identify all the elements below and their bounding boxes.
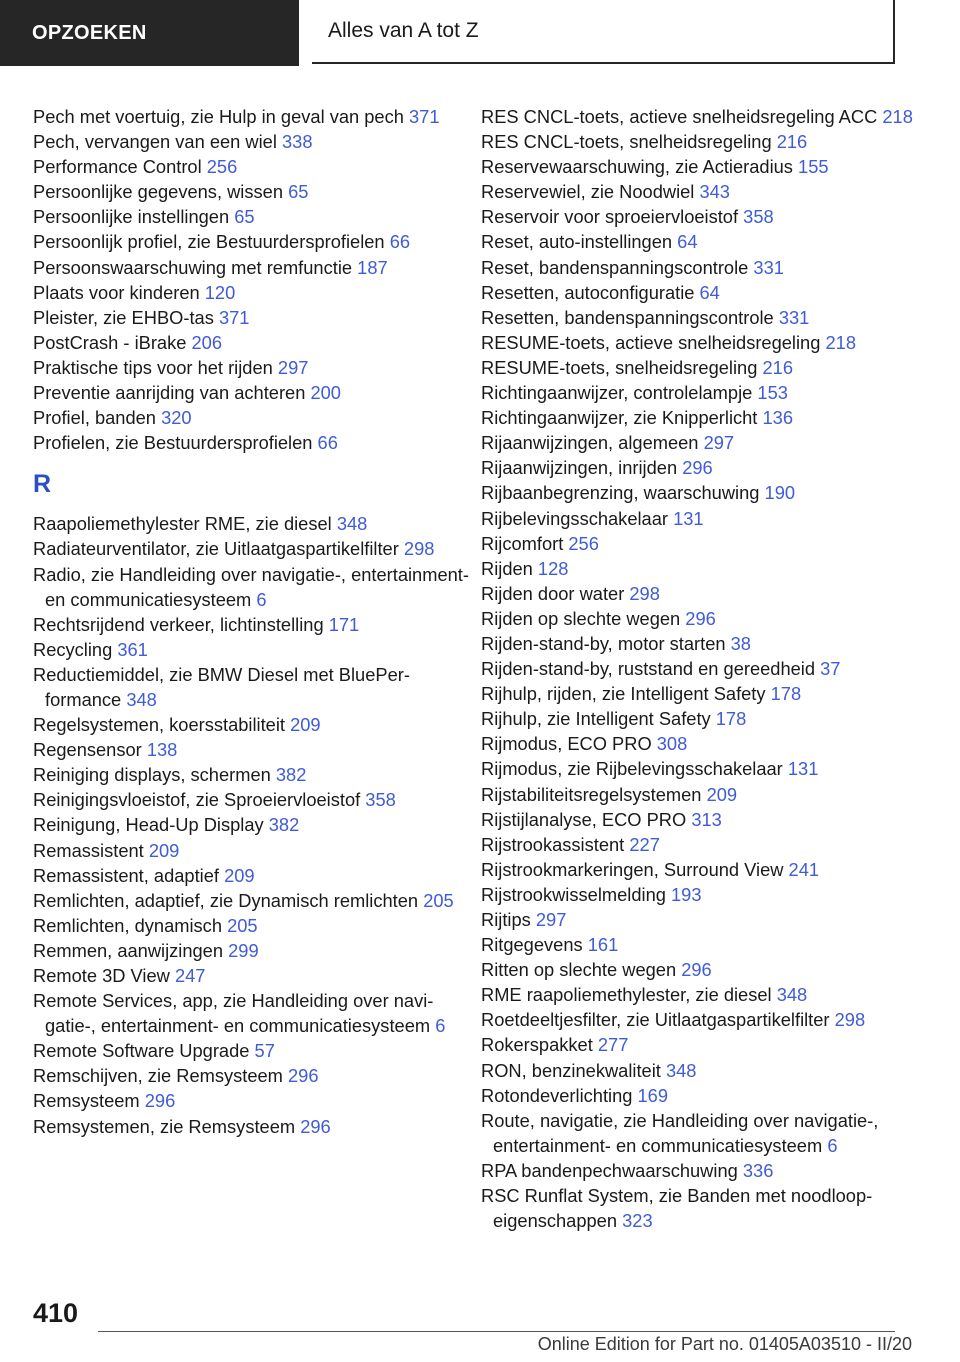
- entry-text: Rotondeverlichting: [481, 1084, 633, 1106]
- index-entry: [33, 662, 473, 712]
- entry-text: RSC Runflat System, zie Banden met noodloopeigenschappen: [481, 1185, 873, 1232]
- page-link[interactable]: 296: [681, 959, 712, 981]
- entry-text: Reductiemiddel, zie BMW Diesel met BluePerformance: [33, 663, 410, 710]
- page-link[interactable]: 277: [597, 1034, 629, 1056]
- index-entry: [33, 330, 473, 355]
- page-link[interactable]: 206: [191, 331, 223, 353]
- entry-text: Reinigingsvloeistof, zie Sproeiervloeistof: [33, 789, 361, 811]
- page-link[interactable]: 323: [622, 1210, 653, 1232]
- section-title: Alles van A tot Z: [312, 0, 895, 64]
- index-entry: [481, 280, 921, 305]
- entry-text: Pech met voertuig, zie Hulp in geval van pech: [33, 106, 404, 127]
- index-entry: [481, 330, 921, 355]
- page-link[interactable]: 371: [218, 306, 250, 328]
- index-entry: [33, 229, 473, 254]
- page-link[interactable]: 205: [423, 889, 454, 911]
- index-column-right: [481, 104, 921, 1233]
- page-link[interactable]: 336: [742, 1159, 774, 1181]
- entry-text: Rijden op slechte wegen: [481, 607, 681, 629]
- page-link[interactable]: 138: [146, 739, 178, 761]
- entry-text: Rijden door water: [481, 582, 625, 604]
- entry-text: RESUME-toets, actieve snelheidsregeling: [481, 331, 821, 353]
- entry-text: Ritten op slechte wegen: [481, 959, 677, 981]
- index-list-r: [33, 511, 473, 1138]
- page-link[interactable]: 296: [682, 457, 713, 479]
- index-entry: [33, 355, 473, 380]
- entry-text: Remlichten, adaptief, zie Dynamisch remlichten: [33, 889, 419, 911]
- index-entry: [33, 863, 473, 888]
- page-link[interactable]: 361: [117, 638, 148, 660]
- index-list-r-continued: [481, 104, 921, 1233]
- index-entry: [481, 832, 921, 857]
- index-entry: [33, 1114, 473, 1139]
- index-entry: [33, 838, 473, 863]
- index-entry: [481, 882, 921, 907]
- entry-text: Profielen, zie Bestuurdersprofielen: [33, 432, 313, 454]
- index-entry: [33, 104, 473, 129]
- index-list-p: [33, 104, 473, 455]
- index-entry: [481, 1007, 921, 1032]
- page-link[interactable]: 6: [435, 1015, 446, 1037]
- page-link[interactable]: 169: [637, 1084, 669, 1106]
- index-entry: [481, 255, 921, 280]
- page-link[interactable]: 296: [300, 1115, 331, 1137]
- index-entry: [33, 179, 473, 204]
- entry-text: Remassistent, adaptief: [33, 864, 219, 886]
- entry-text: Persoonlijke instellingen: [33, 206, 230, 228]
- index-entry: [481, 957, 921, 982]
- index-entry: [33, 511, 473, 536]
- index-entry: [481, 480, 921, 505]
- index-entry: [33, 255, 473, 280]
- page-link[interactable]: 308: [656, 733, 688, 755]
- page-link[interactable]: 247: [174, 965, 206, 986]
- index-entry: [481, 1183, 921, 1233]
- index-entry: [33, 712, 473, 737]
- page-link[interactable]: 297: [703, 432, 735, 454]
- index-entry: [481, 179, 921, 204]
- entry-text: Richtingaanwijzer, zie Knipperlicht: [481, 407, 758, 429]
- page-link[interactable]: 209: [224, 864, 255, 886]
- entry-text: Profiel, banden: [33, 407, 156, 429]
- index-entry: [481, 681, 921, 706]
- entry-text: Rijstijlanalyse, ECO PRO: [481, 808, 687, 830]
- index-entry: [481, 154, 921, 179]
- index-entry: [33, 737, 473, 762]
- index-entry: [481, 380, 921, 405]
- index-entry: [33, 562, 473, 612]
- index-column-left: [33, 104, 473, 1139]
- page-link[interactable]: 358: [365, 789, 396, 811]
- entry-text: Regelsystemen, koersstabiliteit: [33, 714, 285, 736]
- entry-text: Reservoir voor sproeiervloeistof: [481, 206, 739, 228]
- entry-text: Preventie aanrijding van achteren: [33, 382, 306, 404]
- entry-text: Remlichten, dynamisch: [33, 914, 222, 936]
- index-entry: [33, 1038, 473, 1063]
- page-number: 410: [33, 1298, 79, 1328]
- entry-text: Reiniging displays, schermen: [33, 764, 271, 786]
- entry-text: Remsysteem: [33, 1090, 140, 1112]
- entry-text: RPA bandenpechwaarschuwing: [481, 1159, 738, 1181]
- page-link[interactable]: 256: [206, 156, 238, 178]
- entry-text: Rijbaanbegrenzing, waarschuwing: [481, 482, 760, 504]
- page-link[interactable]: 131: [787, 758, 819, 780]
- index-entry: [481, 355, 921, 380]
- page-link[interactable]: 209: [290, 714, 321, 736]
- index-entry: [481, 531, 921, 556]
- index-entry: [33, 913, 473, 938]
- entry-text: Reset, bandenspanningscontrole: [481, 256, 749, 278]
- page-link[interactable]: 216: [776, 131, 808, 153]
- index-entry: [481, 556, 921, 581]
- page-link[interactable]: 296: [685, 607, 716, 629]
- index-entry: [33, 129, 473, 154]
- index-entry: [481, 782, 921, 807]
- index-entry: [33, 204, 473, 229]
- entry-text: Rechtsrijdend verkeer, lichtinstelling: [33, 613, 324, 635]
- page-link[interactable]: 6: [827, 1134, 838, 1156]
- page-link[interactable]: 155: [798, 156, 829, 178]
- entry-text: Ritgegevens: [481, 934, 583, 956]
- entry-text: Plaats voor kinderen: [33, 281, 200, 303]
- page-link[interactable]: 313: [691, 808, 722, 830]
- page-link[interactable]: 216: [762, 356, 793, 378]
- entry-text: Persoonlijk profiel, zie Bestuurdersprofielen: [33, 231, 385, 253]
- index-entry: [481, 631, 921, 656]
- entry-text: Rijmodus, zie Rijbelevingsschakelaar: [481, 758, 783, 780]
- page-link[interactable]: 128: [537, 557, 569, 579]
- index-entry: [33, 430, 473, 455]
- entry-text: Rijmodus, ECO PRO: [481, 733, 652, 755]
- index-entry: [481, 1158, 921, 1183]
- entry-text: Rijaanwijzingen, algemeen: [481, 432, 699, 454]
- index-entry: [33, 812, 473, 837]
- page-link[interactable]: 371: [409, 106, 440, 127]
- page-link[interactable]: 153: [757, 382, 788, 404]
- entry-text: RES CNCL-toets, snelheidsregeling: [481, 131, 772, 153]
- page-link[interactable]: 343: [699, 181, 730, 203]
- page-link[interactable]: 298: [834, 1009, 866, 1031]
- page-link[interactable]: 66: [317, 432, 338, 454]
- entry-text: Richtingaanwijzer, controlelampje: [481, 382, 753, 404]
- index-entry: [481, 1108, 921, 1158]
- index-entry: [481, 982, 921, 1007]
- index-entry: [481, 305, 921, 330]
- index-entry: [481, 606, 921, 631]
- page-link[interactable]: 200: [310, 382, 341, 404]
- page-link[interactable]: 66: [389, 231, 411, 253]
- page-link[interactable]: 57: [254, 1040, 275, 1062]
- page-link[interactable]: 338: [282, 131, 313, 153]
- entry-text: Resetten, bandenspanningscontrole: [481, 306, 774, 328]
- entry-text: Reservewaarschuwing, zie Actieradius: [481, 156, 793, 178]
- footer-edition: Online Edition for Part no. 01405A03510 - II/20: [537, 1334, 912, 1354]
- index-entry: [481, 857, 921, 882]
- index-entry: [481, 807, 921, 832]
- entry-text: RME raapoliemethylester, zie diesel: [481, 984, 772, 1006]
- entry-text: Rijhulp, zie Intelligent Safety: [481, 708, 711, 730]
- page-header: [0, 0, 960, 66]
- page-link[interactable]: 178: [770, 683, 802, 705]
- entry-text: Route, navigatie, zie Handleiding over navigatie-, entertainment- en communicatiesysteem: [481, 1109, 879, 1156]
- entry-text: Performance Control: [33, 156, 202, 178]
- page-link[interactable]: 382: [268, 814, 300, 836]
- page-link[interactable]: 161: [587, 934, 619, 956]
- entry-text: Pleister, zie EHBO-tas: [33, 306, 214, 328]
- index-entry: [33, 305, 473, 330]
- page-link[interactable]: 256: [568, 532, 599, 554]
- entry-text: Resetten, autoconfiguratie: [481, 281, 695, 303]
- page-link[interactable]: 178: [715, 708, 747, 730]
- entry-text: Praktische tips voor het rijden: [33, 356, 273, 378]
- entry-text: Rijcomfort: [481, 532, 564, 554]
- index-entry: [481, 455, 921, 480]
- index-entry: [481, 204, 921, 229]
- index-entry: [33, 762, 473, 787]
- page-link[interactable]: 120: [204, 281, 236, 303]
- entry-text: Rijden-stand-by, motor starten: [481, 632, 726, 654]
- page-link[interactable]: 190: [764, 482, 796, 504]
- entry-text: Remassistent: [33, 839, 144, 861]
- entry-text: Rokerspakket: [481, 1034, 593, 1056]
- entry-text: Rijden-stand-by, ruststand en gereedheid: [481, 658, 816, 680]
- entry-text: Rijstrookwisselmelding: [481, 883, 666, 905]
- page-link[interactable]: 331: [778, 306, 810, 328]
- index-entry: [481, 430, 921, 455]
- entry-text: Rijtips: [481, 909, 531, 930]
- page-link[interactable]: 187: [357, 256, 388, 278]
- page-link[interactable]: 348: [126, 688, 157, 710]
- index-entry: [33, 888, 473, 913]
- page-link[interactable]: 382: [275, 764, 307, 786]
- index-entry: [33, 405, 473, 430]
- page-link[interactable]: 136: [762, 407, 793, 429]
- page-link[interactable]: 131: [673, 507, 704, 529]
- index-entry: [481, 731, 921, 756]
- index-entry: [481, 506, 921, 531]
- letter-heading: R: [33, 470, 52, 499]
- index-entry: [33, 154, 473, 179]
- index-entry: [481, 932, 921, 957]
- entry-text: Reset, auto-instellingen: [481, 231, 673, 253]
- index-entry: [33, 938, 473, 963]
- index-entry: [481, 907, 921, 932]
- entry-text: Remote 3D View: [33, 965, 170, 986]
- index-entry: [481, 129, 921, 154]
- page-link[interactable]: 348: [665, 1059, 697, 1081]
- page-link[interactable]: 6: [256, 588, 267, 610]
- index-entry: [481, 1083, 921, 1108]
- index-entry: [481, 104, 921, 129]
- entry-text: Rijbelevingsschakelaar: [481, 507, 668, 529]
- index-entry: [481, 706, 921, 731]
- page-link[interactable]: 65: [288, 181, 309, 203]
- page-link[interactable]: 64: [699, 281, 720, 303]
- entry-text: Rijaanwijzingen, inrijden: [481, 457, 678, 479]
- index-entry: [481, 656, 921, 681]
- page-link[interactable]: 296: [144, 1090, 176, 1112]
- entry-text: Rijstrookassistent: [481, 833, 625, 855]
- index-entry: [481, 1032, 921, 1057]
- page-link[interactable]: 297: [277, 356, 309, 378]
- page-link[interactable]: 209: [706, 783, 738, 805]
- page-link[interactable]: 171: [328, 613, 360, 635]
- page-link[interactable]: 37: [820, 658, 841, 680]
- entry-text: RON, benzinekwaliteit: [481, 1059, 661, 1081]
- index-entry: [33, 1063, 473, 1088]
- page-link[interactable]: 299: [228, 939, 259, 961]
- page-link[interactable]: 348: [336, 513, 368, 535]
- index-entry: [481, 405, 921, 430]
- page-link[interactable]: 297: [535, 909, 567, 930]
- entry-text: Pech, vervangen van een wiel: [33, 131, 277, 153]
- entry-text: Remmen, aanwijzingen: [33, 939, 224, 961]
- entry-text: Remote Services, app, zie Handleiding over navigatie-, entertainment- en communicatiesysteem: [33, 990, 434, 1037]
- index-entry: [481, 581, 921, 606]
- index-entry: [33, 536, 473, 561]
- page-link[interactable]: 298: [629, 582, 660, 604]
- index-entry: [33, 637, 473, 662]
- entry-text: Remschijven, zie Remsysteem: [33, 1065, 283, 1087]
- entry-text: Rijstabiliteitsregelsystemen: [481, 783, 702, 805]
- entry-text: Radiateurventilator, zie Uitlaatgaspartikelfilter: [33, 538, 399, 560]
- page-link[interactable]: 331: [753, 256, 784, 278]
- entry-text: Persoonswaarschuwing met remfunctie: [33, 256, 353, 278]
- entry-text: RESUME-toets, snelheidsregeling: [481, 356, 758, 378]
- page-link[interactable]: 296: [288, 1065, 319, 1087]
- page-link[interactable]: 193: [671, 883, 702, 905]
- entry-text: Rijstrookmarkeringen, Surround View: [481, 858, 784, 880]
- entry-text: Persoonlijke gegevens, wissen: [33, 181, 283, 203]
- page-link[interactable]: 65: [234, 206, 255, 228]
- index-entry: [33, 380, 473, 405]
- index-entry: [481, 756, 921, 781]
- index-entry: [33, 280, 473, 305]
- entry-text: Regensensor: [33, 739, 142, 761]
- entry-text: Remote Software Upgrade: [33, 1040, 250, 1062]
- page-link[interactable]: 348: [776, 984, 808, 1006]
- entry-text: Remsystemen, zie Remsysteem: [33, 1115, 296, 1137]
- index-entry: [481, 1058, 921, 1083]
- section-tab[interactable]: OPZOEKEN: [0, 0, 299, 66]
- page-link[interactable]: 298: [403, 538, 435, 560]
- footer-divider: [98, 1331, 895, 1332]
- page-link[interactable]: 205: [227, 914, 258, 936]
- index-entry: [481, 229, 921, 254]
- page-link[interactable]: 320: [161, 407, 192, 429]
- entry-text: RES CNCL-toets, actieve snelheidsregeling ACC: [481, 106, 878, 127]
- index-entry: [33, 787, 473, 812]
- page-link[interactable]: 209: [148, 839, 180, 861]
- entry-text: Reinigung, Head-Up Display: [33, 814, 264, 836]
- index-entry: [33, 612, 473, 637]
- entry-text: Radio, zie Handleiding over navigatie-, entertainment- en communicatiesysteem: [33, 563, 469, 610]
- page-link[interactable]: 218: [882, 106, 913, 127]
- page-link[interactable]: 218: [825, 331, 856, 353]
- page-link[interactable]: 64: [677, 231, 698, 253]
- entry-text: Roetdeeltjesfilter, zie Uitlaatgaspartikelfilter: [481, 1009, 830, 1031]
- entry-text: PostCrash - iBrake: [33, 331, 187, 353]
- page-link[interactable]: 241: [788, 858, 820, 880]
- index-entry: [33, 1088, 473, 1113]
- page-link[interactable]: 358: [743, 206, 774, 228]
- entry-text: Reservewiel, zie Noodwiel: [481, 181, 695, 203]
- entry-text: Recycling: [33, 638, 113, 660]
- page-link[interactable]: 38: [730, 632, 751, 654]
- index-entry: [33, 963, 473, 988]
- entry-text: Raapoliemethylester RME, zie diesel: [33, 513, 332, 535]
- entry-text: Rijden: [481, 557, 533, 579]
- page-link[interactable]: 227: [629, 833, 660, 855]
- entry-text: Rijhulp, rijden, zie Intelligent Safety: [481, 683, 766, 705]
- index-entry: [33, 988, 473, 1038]
